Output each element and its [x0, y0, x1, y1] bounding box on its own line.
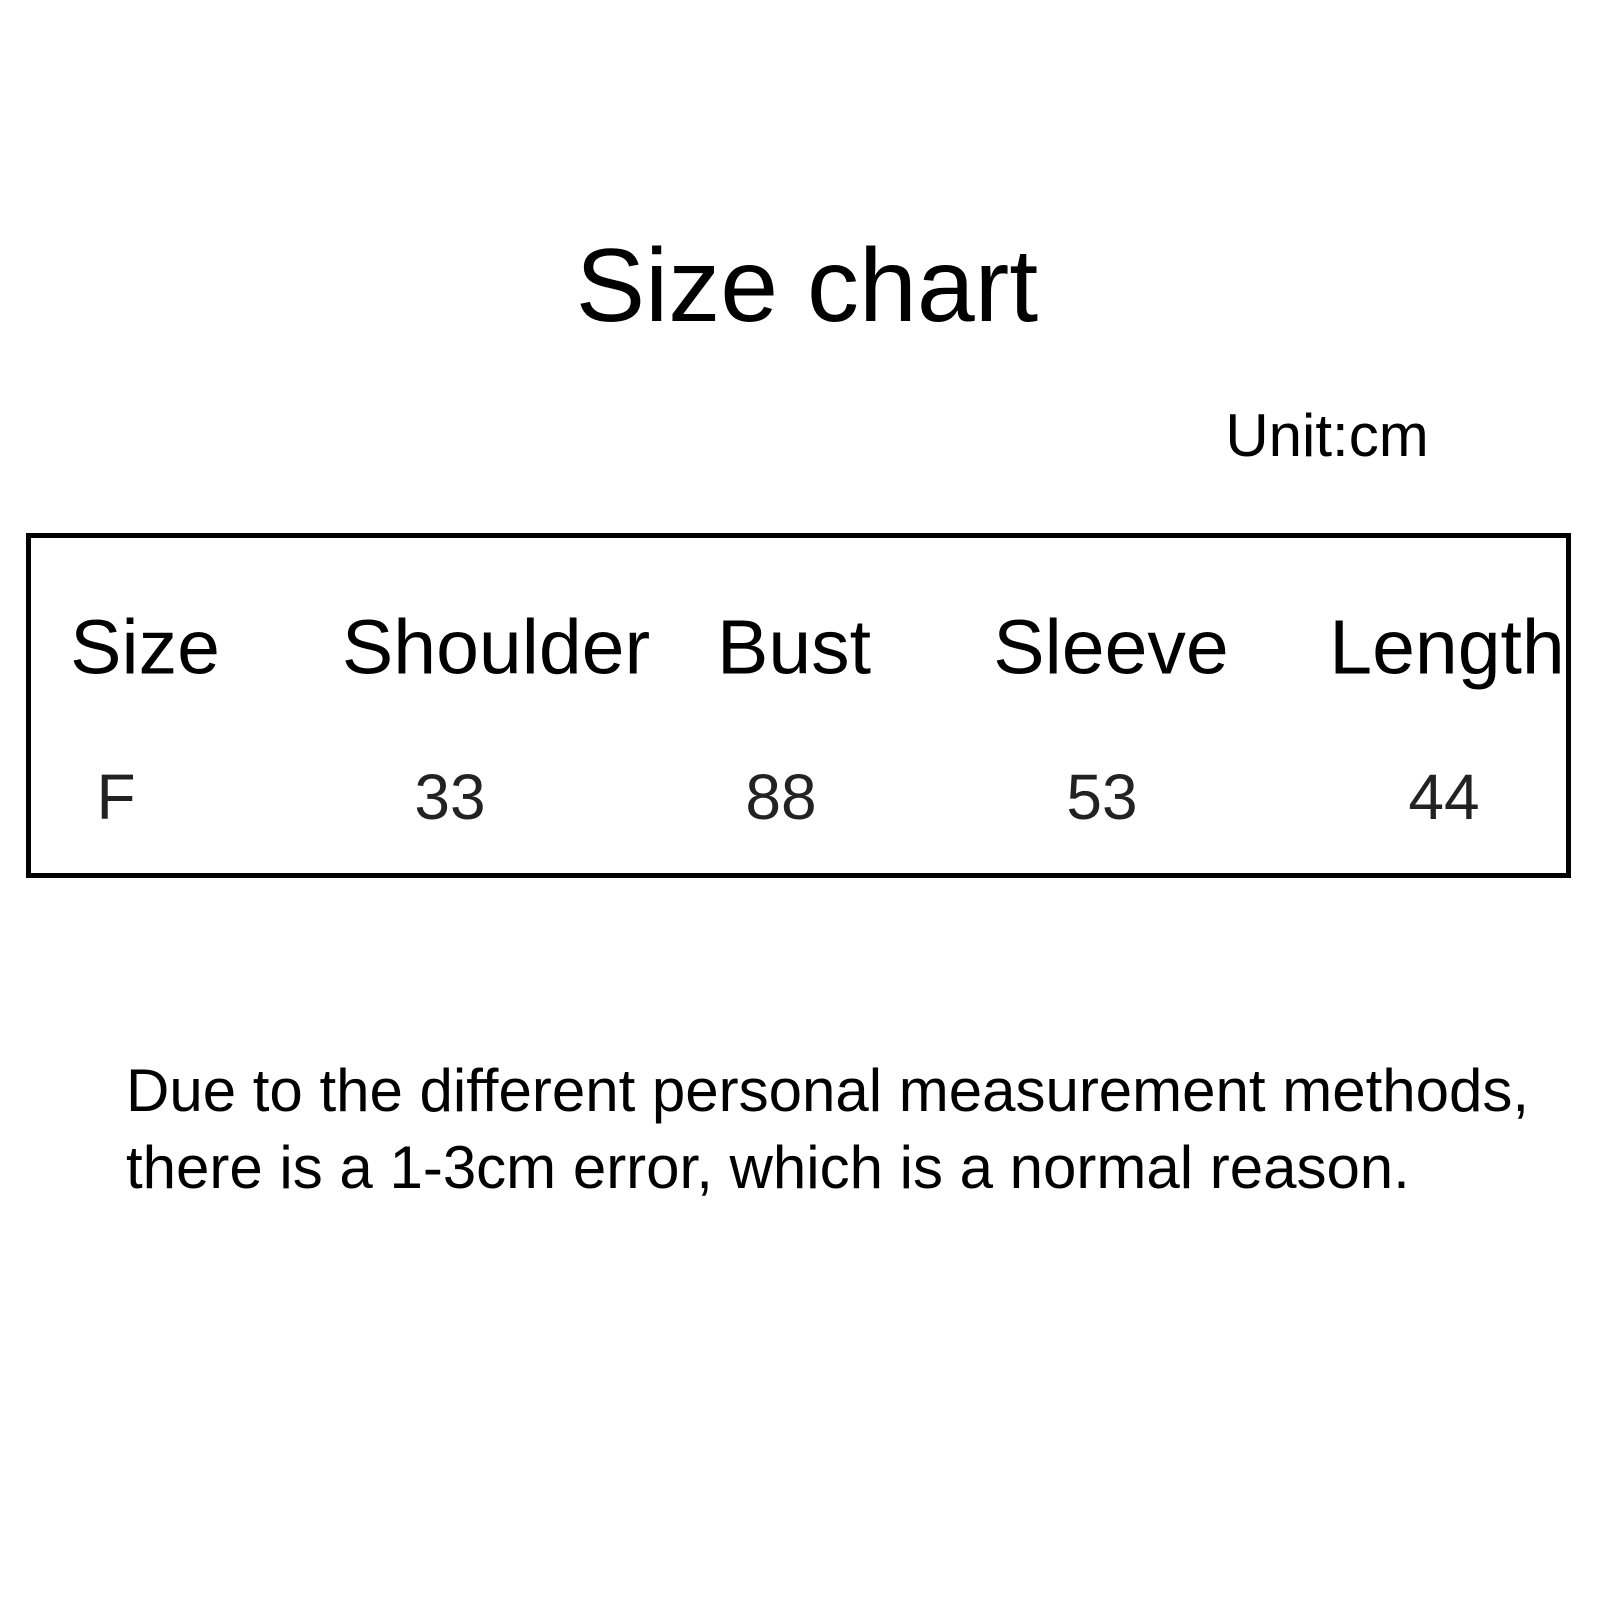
- value-cell-size: F: [96, 761, 136, 833]
- value-cell-sleeve: 53: [1066, 761, 1138, 833]
- value-cell-bust: 88: [745, 761, 817, 833]
- header-cell-length: Length: [1329, 604, 1565, 691]
- measurement-note-line-1: Due to the different personal measurement methods,: [126, 1057, 1530, 1124]
- measurement-note-line-2: there is a 1-3cm error, which is a normal reason.: [126, 1134, 1410, 1201]
- value-cell-shoulder: 33: [414, 761, 486, 833]
- header-cell-shoulder: Shoulder: [341, 604, 651, 691]
- page-title: Size chart: [575, 228, 1039, 344]
- value-cell-length: 44: [1408, 761, 1480, 833]
- header-cell-size: Size: [70, 604, 220, 691]
- measurement-note: [126, 1052, 1529, 1206]
- unit-label: Unit:cm: [1225, 402, 1429, 469]
- header-cell-sleeve: Sleeve: [993, 604, 1229, 691]
- header-cell-bust: Bust: [716, 604, 872, 691]
